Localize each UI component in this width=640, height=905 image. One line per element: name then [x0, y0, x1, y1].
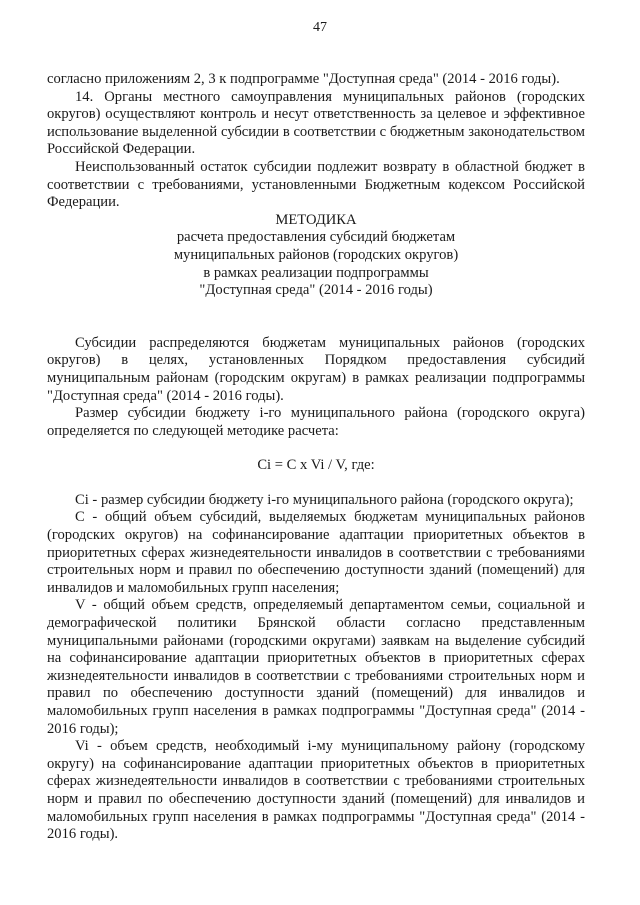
title-line-3: муниципальных районов (городских округов) [173, 246, 459, 263]
title-line-1: МЕТОДИКА [275, 211, 357, 228]
continuation-paragraph: согласно приложениям 2, 3 к подпрограмме "Доступная среда" (2014 - 2016 годы). [47, 71, 560, 87]
subsidy-distribution-paragraph: Субсидии распределяются бюджетам муниципальных районов (городских округов) в целях, установленных Порядком предоставления субсидий муниципальным районам (городским округам) в рамках реализации подпрограммы "Доступная среда" (2014 - 2016 годы). [47, 334, 585, 404]
methodology-title [47, 212, 585, 300]
definition-ci: Ci - размер субсидии бюджету i-го муниципального района (городского округа); [75, 491, 574, 508]
formula: Ci = C x Vi / V, где: [257, 457, 375, 474]
item-14-paragraph: 14. Органы местного самоуправления муниципальных районов (городских округов) осуществляют контроль и несут ответственность за целевое и эффективное использование выделенной субсидии в соответствии с бюджетным законодательством Российской Федерации. [47, 88, 585, 158]
title-line-5: "Доступная среда" (2014 - 2016 годы) [199, 282, 433, 299]
remainder-paragraph: Неиспользованный остаток субсидии подлежит возврату в областной бюджет в соответствии с требованиями, установленными Бюджетным кодексом Российской Федерации. [47, 158, 585, 211]
page-number: 47 [313, 20, 327, 35]
definition-v: V - общий объем средств, определяемый департаментом семьи, социальной и демографической политики Брянской области согласно представленным муниципальными районами (городскими округами) заявкам на выделение субсидий на софинансирование адаптации приоритетных объектов в приоритетных сферах жизнедеятельности инвалидов в соответствии с требованиями строительных норм и правил по обеспечению доступности зданий (помещений) для инвалидов и маломобильных групп населения в рамках подпрограммы "Доступная среда" (2014 - 2016 годы); [47, 597, 585, 737]
definition-vi: Vi - объем средств, необходимый i-му муниципальному району (городскому округу) на софинансирование адаптации приоритетных объектов в приоритетных сферах жизнедеятельности инвалидов в соответствии с требованиями строительных норм и правил по обеспечению доступности зданий (помещений) для инвалидов и маломобильных групп населения в рамках подпрограммы "Доступная среда" (2014 - 2016 годы). [47, 738, 585, 843]
title-line-2: расчета предоставления субсидий бюджетам [176, 229, 456, 246]
definition-c: С - общий объем субсидий, выделяемых бюджетам муниципальных районов (городских округов) на софинансирование адаптации приоритетных объектов в приоритетных сферах жизнедеятельности инвалидов в соответствии с требованиями строительных норм и правил по обеспечению доступности зданий (помещений) для инвалидов и маломобильных групп населения; [47, 509, 585, 596]
document-body [47, 71, 585, 844]
title-line-4: в рамках реализации подпрограммы [203, 264, 429, 281]
subsidy-size-paragraph: Размер субсидии бюджету i-го муниципального района (городского округа) определяется по следующей методике расчета: [47, 405, 585, 439]
